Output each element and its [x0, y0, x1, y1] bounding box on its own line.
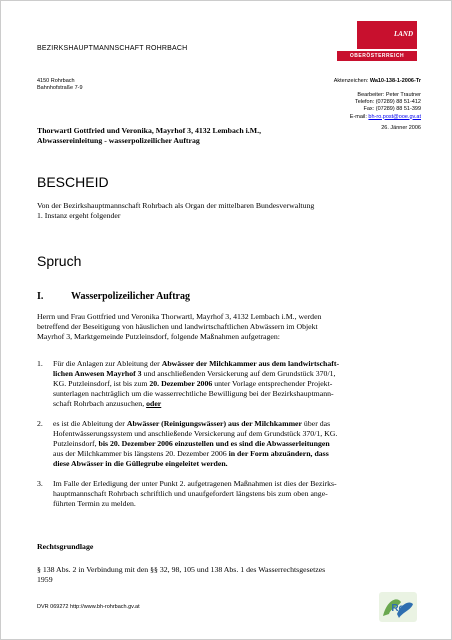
item-1-line-2 — [53, 369, 421, 379]
item-2-text-g: aus der Milchkammer bis längstens 20. Dezember 2006 — [53, 449, 229, 458]
list-item — [37, 359, 421, 409]
item-2-text-b: Abwässer (Reinigungswässer) aus der Milchkammer — [126, 419, 302, 428]
item-1-text-h: sunterlagen nachträglich um die wasserrechtliche Bewilligung bei der Bezirkshauptmann- — [53, 389, 334, 398]
legal-basis-line-1: § 138 Abs. 2 in Verbindung mit den §§ 32, 98, 105 und 138 Abs. 1 des Wasserrechtsgesetzes — [37, 565, 326, 574]
item-1-text-e: KG. Putzleinsdorf, ist bis zum — [53, 379, 150, 388]
section-title: Wasserpolizeilicher Auftrag — [71, 291, 190, 302]
email-label: E-mail: — [349, 113, 367, 120]
spruch-paragraph-line-3: Mayrhof 3, Marktgemeinde Putzleinsdorf, folgende Maßnahmen aufgetragen: — [37, 332, 280, 341]
item-1-text-g: unter Vorlage entsprechender Projekt- — [212, 379, 333, 388]
item-3-line-2: hauptmannschaft Rohrbach schriftlich und unaufgefordert längstens bis zum oben ange- — [53, 489, 328, 498]
bescheid-heading: BESCHEID — [37, 174, 109, 190]
item-2-line-1 — [53, 419, 421, 429]
measures-list — [37, 359, 421, 519]
item-1-text-a: Für die Anlagen zur Ableitung der — [53, 359, 162, 368]
clerk: Bearbeiter: Peter Trautner — [357, 92, 421, 98]
item-2-line-3 — [53, 439, 421, 449]
item-2-text-e: Putzleinsdorf, — [53, 439, 99, 448]
bescheid-intro-line-1: Von der Bezirkshauptmannschaft Rohrbach als Organ der mittelbaren Bundesverwaltung — [37, 201, 315, 210]
spruch-paragraph — [37, 312, 417, 342]
item-1-line-1 — [53, 359, 421, 369]
item-1-line-4 — [53, 389, 421, 399]
logo-white-block — [337, 21, 357, 49]
email-link[interactable]: bh-ro.post@ooe.gv.at — [368, 113, 421, 120]
item-1-text-f: 20. Dezember 2006 — [149, 379, 213, 388]
list-item — [37, 479, 421, 509]
bescheid-intro-line-2: 1. Instanz ergeht folgender — [37, 211, 121, 220]
item-3-line-1: Im Falle der Erledigung der unter Punkt 2. aufgetragenen Maßnahmen ist dies der Bezirks- — [53, 479, 337, 488]
subject-line-2: Abwassereinleitung - wasserpolizeilicher Auftrag — [37, 136, 200, 145]
legal-basis-text — [37, 565, 417, 585]
fax: Fax: (07289) 88 51-399 — [363, 106, 421, 113]
land-oberoesterreich-logo — [337, 21, 417, 67]
legal-basis-line-2: 1959 — [37, 575, 53, 584]
item-2-line-5 — [53, 459, 421, 469]
list-item-number: 2. — [37, 419, 43, 428]
legal-basis-heading: Rechtsgrundlage — [37, 542, 94, 551]
document-date: 26. Jänner 2006 — [381, 125, 421, 131]
contact-block — [350, 92, 421, 121]
list-item-number: 3. — [37, 479, 43, 488]
item-2-text-a: es ist die Ableitung der — [53, 419, 127, 428]
list-item — [37, 419, 421, 469]
bescheid-intro — [37, 201, 417, 221]
footer-dvr-url: DVR 069272 http://www.bh-rohrbach.gv.at — [37, 604, 140, 610]
authority-title: BEZIRKSHAUPTMANNSCHAFT ROHRBACH — [37, 45, 188, 52]
item-1-text-d: und anschließenden Versickerung auf dem Grundstück 370/1, — [141, 369, 336, 378]
item-3-line-3: führten Termin zu melden. — [53, 499, 136, 508]
item-2-line-4 — [53, 449, 421, 459]
item-1-line-5 — [53, 399, 421, 409]
address-line-1: 4150 Rohrbach — [37, 78, 75, 84]
item-1-text-c: lichen Anwesen Mayrhof 3 — [53, 369, 142, 378]
item-1-text-j: oder — [146, 399, 162, 408]
subject-line — [37, 126, 337, 146]
item-2-text-f: bis 20. Dezember 2006 einzustellen und es sind die Abwasserleitungen — [98, 439, 330, 448]
list-item-number: 1. — [37, 359, 43, 368]
subject-line-1: Thorwartl Gottfried und Veronika, Mayrhof 3, 4132 Lembach i.M., — [37, 126, 262, 135]
section-number: I. — [37, 291, 44, 302]
item-1-line-3 — [53, 379, 421, 389]
bh-rohrbach-logo — [379, 592, 417, 622]
item-2-text-h: in der Form abzuändern, dass — [228, 449, 329, 458]
item-2-line-2 — [53, 429, 421, 439]
file-reference-value: Wa10-138-1-2006-Tr — [369, 78, 421, 84]
item-2-text-i: diese Abwässer in die Güllegrube eingeleitet werden. — [53, 459, 228, 468]
bh-rohrbach-logo-graphic — [379, 592, 417, 622]
item-2-text-c: über das — [301, 419, 331, 428]
spruch-paragraph-line-2: betreffend der Beseitigung von häuslichen und landwirtschaftlichen Abwässern im Objekt — [37, 322, 318, 331]
section-heading — [37, 291, 190, 302]
sender-address — [37, 78, 83, 92]
spruch-paragraph-line-1: Herrn und Frau Gottfried und Veronika Thorwartl, Mayrhof 3, 4132 Lembach i.M., werden — [37, 312, 322, 321]
phone: Telefon: (07289) 88 51-412 — [354, 99, 421, 106]
address-line-2: Bahnhofstraße 7-9 — [37, 85, 83, 91]
spruch-heading: Spruch — [37, 253, 82, 269]
item-2-text-d: Hofentwässerungssystem und anschließende Versickerung auf dem Grundstück 370/1, KG. — [53, 429, 338, 438]
file-reference — [334, 78, 421, 84]
file-reference-label: Aktenzeichen: — [333, 78, 369, 84]
email — [350, 114, 421, 121]
logo-land-text: LAND — [393, 30, 413, 38]
logo-region-bar: OBERÖSTERREICH — [337, 51, 417, 61]
item-1-text-b: Abwässer der Milchkammer aus dem landwirtschaft- — [161, 359, 340, 368]
item-1-text-i: schaft Rohrbach anzusuchen, — [53, 399, 147, 408]
logo-initials: Ro — [391, 603, 405, 614]
